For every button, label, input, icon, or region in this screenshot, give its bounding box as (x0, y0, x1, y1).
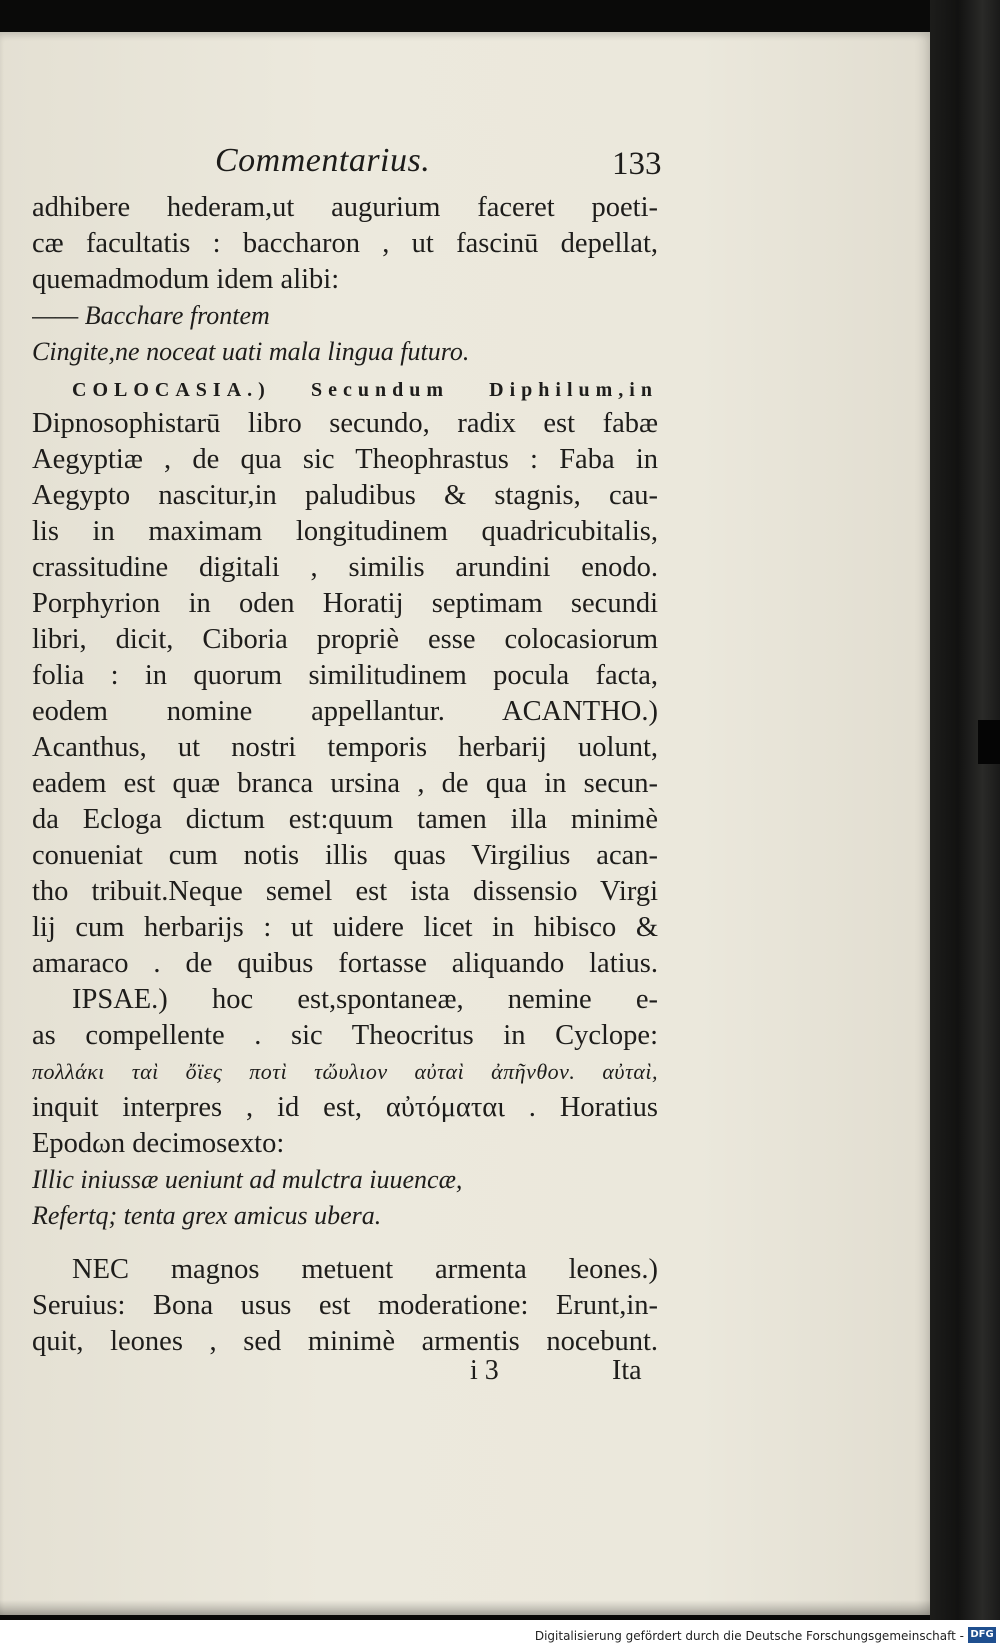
text-line: da Ecloga dictum est:quum tamen illa minimè (32, 804, 658, 835)
scan-right-edge (930, 0, 1000, 1620)
text-line: lis in maximam longitudinem quadricubitalis, (32, 516, 658, 547)
text-line: eodem nomine appellantur. ACANTHO.) (32, 696, 658, 727)
text-line: inquit interpres , id est, αὐτόμαται . Horatius (32, 1092, 658, 1123)
running-head: Commentarius. (215, 142, 431, 179)
text-line: quemadmodum idem alibi: (32, 264, 340, 295)
verse-line: Cingite,ne noceat uati mala lingua futuro. (32, 337, 470, 366)
text-line: Seruius: Bona usus est moderatione: Erunt,in- (32, 1290, 658, 1321)
text-line: Porphyrion in oden Horatij septimam secundi (32, 588, 658, 619)
text-line: adhibere hederam,ut augurium faceret poeti- (32, 192, 658, 223)
stanza-gap (32, 1234, 658, 1252)
text-line: amaraco . de quibus fortasse aliquando latius. (32, 948, 658, 979)
text-line: folia : in quorum similitudinem pocula facta, (32, 660, 658, 691)
greek-quote: πολλάκι ταὶ ὄϊες ποτὶ τὤυλιον αὐταὶ ἀπῆνθον. αὐταὶ, (32, 1059, 658, 1084)
lemma-line: NEC magnos metuent armenta leones.) (72, 1254, 658, 1285)
footer-credit: Digitalisierung gefördert durch die Deutsche Forschungsgemeinschaft - (534, 1629, 964, 1643)
signature-mark: i 3 (470, 1355, 499, 1386)
text-line: Acanthus, ut nostri temporis herbarij uolunt, (32, 732, 658, 763)
text-line: as compellente . sic Theocritus in Cyclope: (32, 1020, 658, 1051)
dfg-logo-icon: DFG (968, 1627, 996, 1643)
text-line: tho tribuit.Neque semel est ista dissensio Virgi (32, 876, 658, 907)
digitization-footer (0, 1620, 1000, 1651)
lemma-colocasia: COLOCASIA.) Secundum Diphilum,in (72, 379, 658, 401)
text-line: Aegypto nascitur,in paludibus & stagnis, cau- (32, 480, 658, 511)
text-line: eadem est quæ branca ursina , de qua in secun- (32, 768, 658, 799)
scan-top-border (0, 0, 1000, 32)
page-bottom-shadow (0, 1600, 930, 1620)
text-line: libri, dicit, Ciboria propriè esse colocasiorum (32, 624, 658, 655)
text-line: Epodωn decimosexto: (32, 1128, 285, 1159)
text-line: crassitudine digitali , similis arundini enodo. (32, 552, 658, 583)
verse-line: Illic iniussæ ueniunt ad mulctra iuuencæ, (32, 1165, 463, 1194)
page-number: 133 (612, 146, 662, 182)
text-line: conueniat cum notis illis quas Virgilius acan- (32, 840, 658, 871)
lemma-line: IPSAE.) hoc est,spontaneæ, nemine e- (72, 984, 658, 1015)
text-line: Aegyptiæ , de qua sic Theophrastus : Faba in (32, 444, 658, 475)
text-line: Dipnosophistarū libro secundo, radix est fabæ (32, 408, 658, 439)
verse-line: Refertq; tenta grex amicus ubera. (32, 1201, 382, 1230)
text-line: cæ facultatis : baccharon , ut fascinū depellat, (32, 228, 658, 259)
text-line: lij cum herbarijs : ut uidere licet in hibisco & (32, 912, 658, 943)
text-line: quit, leones , sed minimè armentis nocebunt. (32, 1326, 658, 1357)
lemma-line (32, 370, 658, 406)
catchword: Ita (612, 1355, 642, 1386)
scan-edge-notch (978, 720, 1000, 764)
verse-line: —— Bacchare frontem (32, 301, 270, 330)
text-block (32, 190, 658, 1360)
